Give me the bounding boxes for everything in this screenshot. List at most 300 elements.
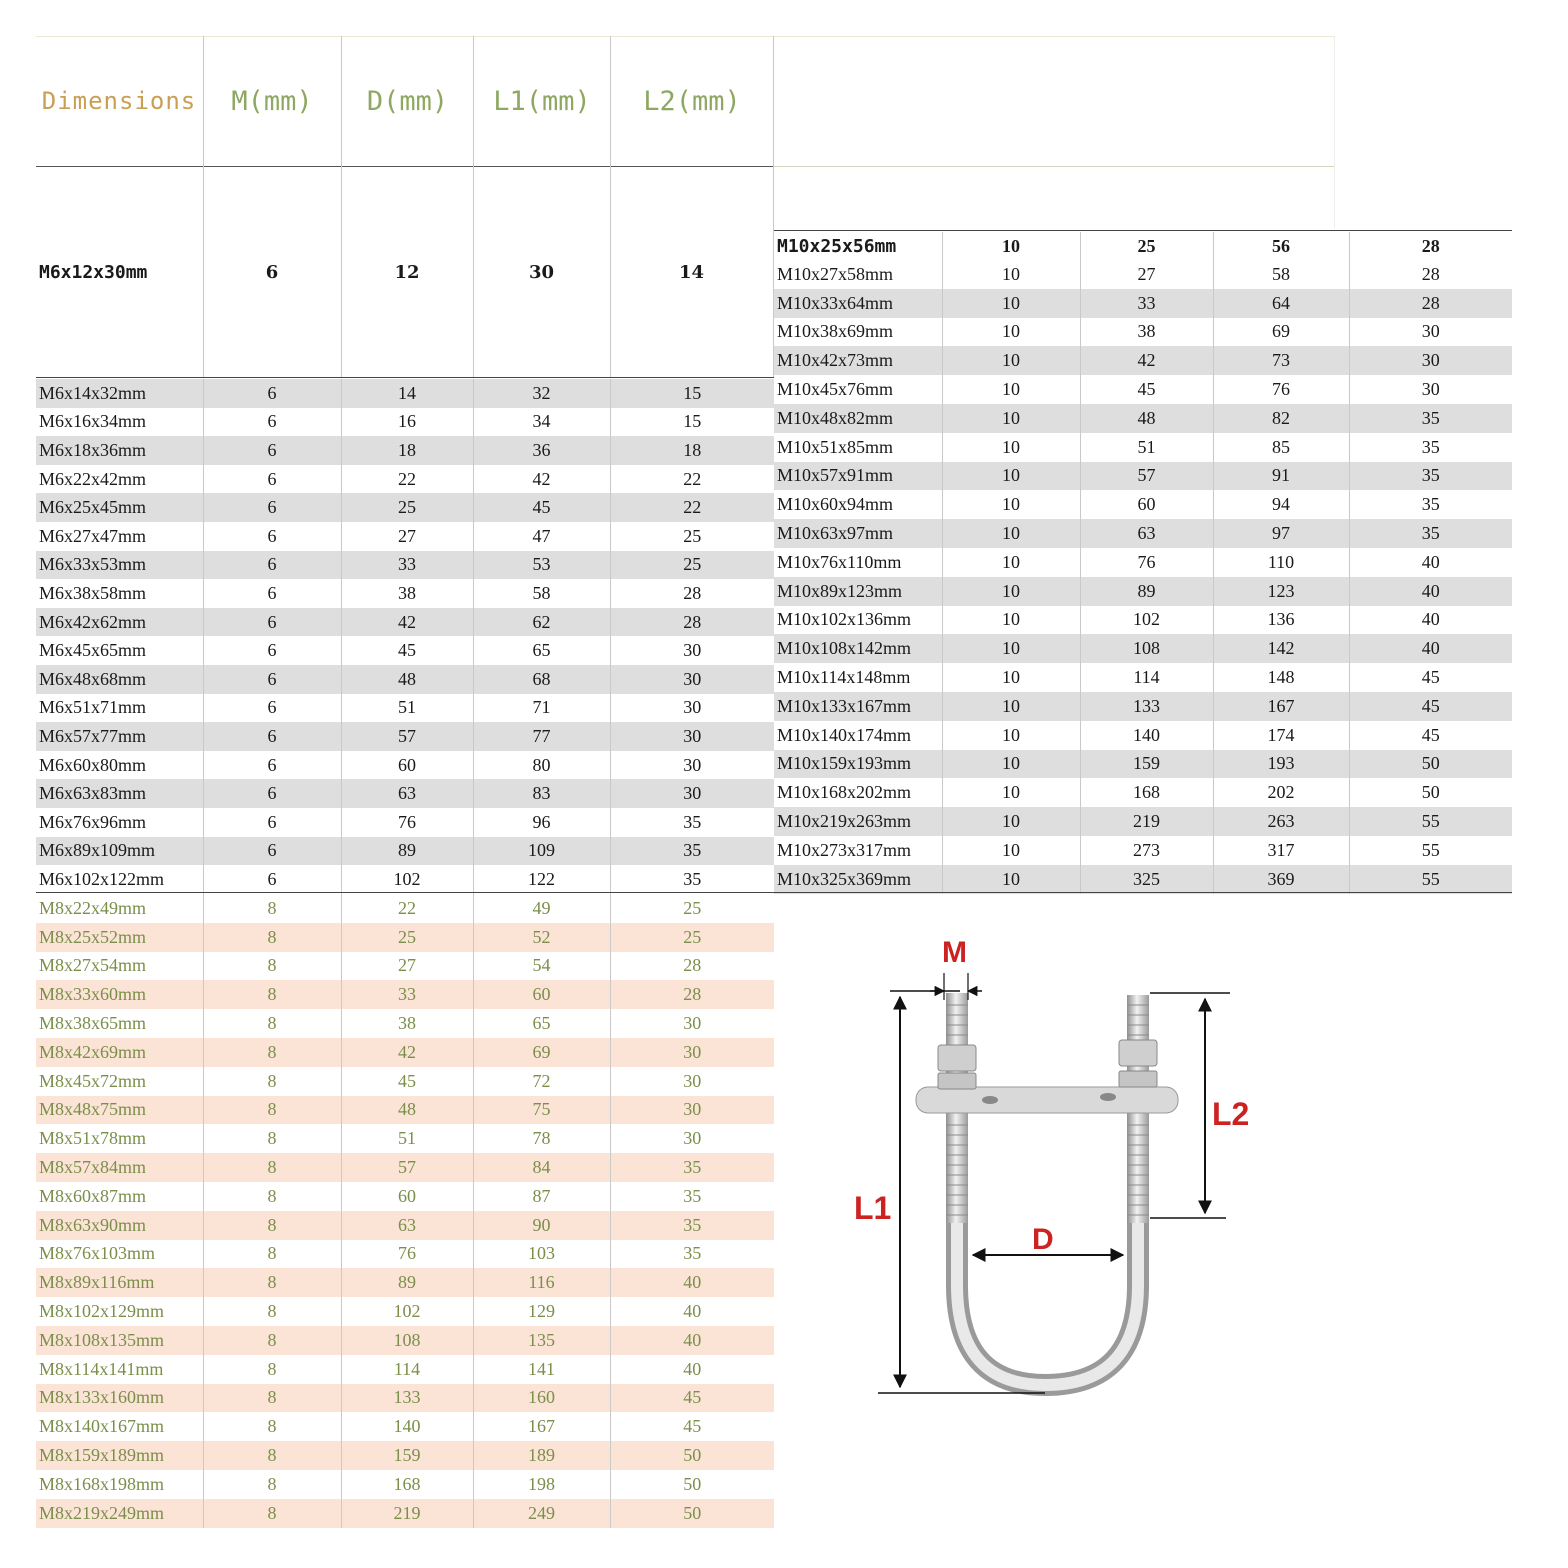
cell-m: 10	[942, 519, 1080, 548]
cell-l1: 110	[1213, 548, 1349, 577]
cell-l2: 35	[610, 1211, 774, 1240]
cell-name: M10x38x69mm	[774, 318, 942, 347]
cell-d: 76	[341, 808, 473, 837]
cell-name: M6x76x96mm	[36, 808, 203, 837]
cell-m: 10	[942, 548, 1080, 577]
col-sep	[203, 36, 204, 378]
cell-name: M8x89x116mm	[36, 1268, 203, 1297]
cell-l1: 189	[473, 1441, 610, 1470]
cell-d: 16	[341, 408, 473, 437]
cell-d: 27	[341, 952, 473, 981]
cell-d: 33	[341, 980, 473, 1009]
cell-d: 273	[1080, 836, 1213, 865]
cell-d: 133	[341, 1384, 473, 1413]
cell-m: 8	[203, 1211, 341, 1240]
cell-name: M6x38x58mm	[36, 579, 203, 608]
cell-name: M8x42x69mm	[36, 1038, 203, 1067]
cell-d: 33	[1080, 289, 1213, 318]
cell-m: 6	[203, 665, 341, 694]
header-right-rule	[774, 166, 1334, 167]
cell-d: 140	[1080, 721, 1213, 750]
cell-l2: 40	[1421, 551, 1440, 572]
m10-row	[774, 519, 1512, 548]
col-sep	[610, 36, 611, 378]
cell-name: M8x108x135mm	[36, 1326, 203, 1355]
cell-l2: 30	[1349, 346, 1512, 375]
cell-m: 10	[942, 318, 1080, 347]
cell-d: 27	[341, 522, 473, 551]
cell-d: 102	[341, 865, 473, 894]
m6-row	[36, 865, 774, 894]
cell-l2: 50	[610, 1441, 774, 1470]
cell-name: M6x60x80mm	[36, 751, 203, 780]
cell-l1: 249	[473, 1499, 610, 1528]
m10-row	[774, 548, 1512, 577]
cell-l1: 148	[1213, 663, 1349, 692]
left-top-nut	[938, 1045, 976, 1071]
cell-l2: 28	[1421, 263, 1440, 284]
cell-name: M8x48x75mm	[36, 1096, 203, 1125]
m8-row	[36, 952, 774, 981]
cell-d: 102	[1080, 606, 1213, 635]
cell-l2: 35	[1421, 436, 1440, 457]
cell-d: 63	[1080, 519, 1213, 548]
cell-l1: 62	[473, 608, 610, 637]
first-row-bottom-rule	[36, 377, 774, 378]
cell-name: M6x89x109mm	[36, 837, 203, 866]
m8-row	[36, 1297, 774, 1326]
m6-row	[36, 665, 774, 694]
m10-first-m: 10	[942, 232, 1080, 260]
cell-l2: 25	[610, 551, 774, 580]
cell-l1: 198	[473, 1470, 610, 1499]
m10-row	[774, 375, 1512, 404]
cell-m: 10	[942, 778, 1080, 807]
cell-m: 8	[203, 1384, 341, 1413]
cell-l1: 84	[473, 1153, 610, 1182]
cell-name: M10x42x73mm	[774, 346, 942, 375]
cell-d: 51	[1080, 433, 1213, 462]
cell-name: M6x45x65mm	[36, 636, 203, 665]
cell-m: 6	[203, 436, 341, 465]
cell-m: 8	[203, 980, 341, 1009]
cell-name: M6x57x77mm	[36, 722, 203, 751]
u-bolt-diagram	[850, 925, 1270, 1445]
cell-d: 168	[341, 1470, 473, 1499]
cell-m: 8	[203, 1499, 341, 1528]
cell-l2: 35	[683, 868, 702, 889]
cell-l1: 58	[473, 579, 610, 608]
m8-row	[36, 1153, 774, 1182]
cell-d: 45	[341, 1067, 473, 1096]
m8-row	[36, 980, 774, 1009]
cell-l2: 50	[1421, 782, 1440, 803]
cell-l2: 30	[610, 1096, 774, 1125]
cell-l2: 50	[683, 1473, 702, 1494]
m8-row	[36, 923, 774, 952]
diagram-label-l1: L1	[854, 1190, 892, 1226]
cell-l1: 122	[473, 865, 610, 894]
cell-l2: 40	[683, 1358, 702, 1379]
cell-l2: 40	[610, 1326, 774, 1355]
col-sep	[341, 36, 342, 378]
cell-m: 10	[942, 577, 1080, 606]
m10-first-d: 25	[1080, 232, 1213, 260]
cell-d: 63	[341, 1211, 473, 1240]
cell-m: 6	[203, 779, 341, 808]
cell-l1: 65	[473, 1009, 610, 1038]
cell-name: M10x76x110mm	[774, 548, 942, 577]
cell-l2: 30	[683, 754, 702, 775]
cell-name: M8x51x78mm	[36, 1124, 203, 1153]
cell-d: 48	[341, 1096, 473, 1125]
cell-l1: 52	[473, 923, 610, 952]
cell-name: M6x14x32mm	[36, 379, 203, 408]
cell-l1: 129	[473, 1297, 610, 1326]
cell-name: M10x325x369mm	[774, 865, 942, 894]
cell-l2: 45	[1421, 724, 1440, 745]
cell-name: M8x25x52mm	[36, 923, 203, 952]
cell-l1: 42	[473, 465, 610, 494]
m10-row	[774, 663, 1512, 692]
cell-name: M6x22x42mm	[36, 465, 203, 494]
first-row-d: 12	[394, 262, 420, 283]
cell-l1: 80	[473, 751, 610, 780]
cell-name: M6x63x83mm	[36, 779, 203, 808]
cell-name: M8x63x90mm	[36, 1211, 203, 1240]
m8-row	[36, 1499, 774, 1528]
cell-d: 219	[341, 1499, 473, 1528]
cell-l1: 103	[473, 1240, 610, 1269]
cell-l1: 167	[473, 1412, 610, 1441]
cell-m: 6	[203, 636, 341, 665]
m10-row	[774, 289, 1512, 318]
cell-m: 6	[203, 465, 341, 494]
cell-name: M8x168x198mm	[36, 1470, 203, 1499]
m10-table	[774, 260, 1512, 894]
cell-l2: 40	[1349, 577, 1512, 606]
m10-bottom-rule	[774, 892, 1512, 893]
m8-row	[36, 1096, 774, 1125]
m8-row	[36, 1355, 774, 1384]
cell-name: M8x60x87mm	[36, 1182, 203, 1211]
cell-l2: 35	[1349, 519, 1512, 548]
cell-name: M10x33x64mm	[774, 289, 942, 318]
cell-l1: 142	[1213, 634, 1349, 663]
cell-m: 6	[203, 493, 341, 522]
m10-row	[774, 260, 1512, 289]
cell-d: 42	[1080, 346, 1213, 375]
cell-l1: 71	[473, 694, 610, 723]
cell-name: M8x102x129mm	[36, 1297, 203, 1326]
cell-m: 8	[203, 1124, 341, 1153]
cell-d: 45	[341, 636, 473, 665]
m8-row	[36, 1009, 774, 1038]
m6-row	[36, 551, 774, 580]
m10-row	[774, 721, 1512, 750]
cell-name: M6x16x34mm	[36, 408, 203, 437]
cell-m: 8	[203, 1240, 341, 1269]
cell-l1: 167	[1213, 692, 1349, 721]
cell-name: M8x133x160mm	[36, 1384, 203, 1413]
cell-name: M6x33x53mm	[36, 551, 203, 580]
cell-l1: 72	[473, 1067, 610, 1096]
cell-name: M8x140x167mm	[36, 1412, 203, 1441]
cell-l2: 35	[1349, 404, 1512, 433]
cell-m: 10	[942, 404, 1080, 433]
cell-l1: 141	[473, 1355, 610, 1384]
first-row-l2: 14	[678, 262, 705, 283]
cell-name: M8x114x141mm	[36, 1355, 203, 1384]
cell-l1: 160	[473, 1384, 610, 1413]
cell-name: M10x273x317mm	[774, 836, 942, 865]
m6-row	[36, 379, 774, 408]
cell-name: M10x159x193mm	[774, 750, 942, 779]
cell-m: 6	[203, 751, 341, 780]
cell-name: M8x219x249mm	[36, 1499, 203, 1528]
cell-l1: 123	[1213, 577, 1349, 606]
cell-m: 10	[942, 807, 1080, 836]
cell-d: 140	[341, 1412, 473, 1441]
m10-row	[774, 750, 1512, 779]
cell-d: 38	[1080, 318, 1213, 347]
cell-l2: 28	[610, 980, 774, 1009]
m10-first-row	[774, 232, 1512, 260]
cell-name: M10x168x202mm	[774, 778, 942, 807]
cell-l2: 30	[610, 722, 774, 751]
m10-row	[774, 865, 1512, 894]
cell-l2: 35	[683, 1243, 702, 1264]
cell-l1: 87	[473, 1182, 610, 1211]
m6-row	[36, 694, 774, 723]
m10-row	[774, 346, 1512, 375]
cell-name: M8x27x54mm	[36, 952, 203, 981]
m8-row	[36, 1384, 774, 1413]
header-right-border	[1334, 36, 1335, 228]
cell-l1: 32	[473, 379, 610, 408]
cell-m: 10	[942, 750, 1080, 779]
cell-m: 6	[203, 865, 341, 894]
cell-d: 159	[1080, 750, 1213, 779]
cell-m: 8	[203, 952, 341, 981]
cell-d: 76	[341, 1240, 473, 1269]
m10-first-l2: 28	[1421, 235, 1440, 256]
cell-d: 114	[1080, 663, 1213, 692]
m10-row	[774, 404, 1512, 433]
cell-name: M6x42x62mm	[36, 608, 203, 637]
cell-d: 18	[341, 436, 473, 465]
cell-m: 8	[203, 1096, 341, 1125]
cell-name: M10x57x91mm	[774, 462, 942, 491]
cell-m: 8	[203, 1470, 341, 1499]
cell-l1: 49	[473, 894, 610, 923]
cell-name: M10x51x85mm	[774, 433, 942, 462]
cell-l1: 83	[473, 779, 610, 808]
cell-l1: 174	[1213, 721, 1349, 750]
cell-l2: 30	[1421, 379, 1440, 400]
m6-row	[36, 636, 774, 665]
cell-l1: 77	[473, 722, 610, 751]
m6-bottom-rule	[36, 892, 774, 893]
cell-name: M10x140x174mm	[774, 721, 942, 750]
cell-l2: 30	[610, 1038, 774, 1067]
header-l1: L1(mm)	[493, 85, 591, 117]
cell-m: 6	[203, 694, 341, 723]
cell-l1: 34	[473, 408, 610, 437]
cell-name: M10x45x76mm	[774, 375, 942, 404]
cell-l1: 317	[1213, 836, 1349, 865]
cell-name: M10x27x58mm	[774, 260, 942, 289]
m8-table	[36, 894, 774, 1528]
cell-l1: 90	[473, 1211, 610, 1240]
cell-l2: 40	[610, 1268, 774, 1297]
cell-l2: 50	[1349, 750, 1512, 779]
clamp-plate	[916, 1087, 1178, 1113]
cell-m: 8	[203, 1038, 341, 1067]
cell-name: M8x76x103mm	[36, 1240, 203, 1269]
cell-name: M8x22x49mm	[36, 894, 203, 923]
cell-name: M6x102x122mm	[36, 865, 203, 894]
cell-l2: 28	[1349, 289, 1512, 318]
cell-l2: 18	[610, 436, 774, 465]
cell-m: 6	[203, 551, 341, 580]
cell-l1: 65	[473, 636, 610, 665]
m6-row	[36, 493, 774, 522]
cell-d: 51	[341, 694, 473, 723]
cell-m: 8	[203, 1009, 341, 1038]
cell-l1: 94	[1213, 490, 1349, 519]
cell-l2: 45	[683, 1416, 702, 1437]
header-l2: L2(mm)	[643, 85, 741, 117]
cell-l1: 91	[1213, 462, 1349, 491]
m8-row	[36, 894, 774, 923]
cell-m: 10	[942, 260, 1080, 289]
m10-row	[774, 606, 1512, 635]
cell-l2: 28	[683, 955, 702, 976]
m8-row	[36, 1412, 774, 1441]
cell-m: 8	[203, 1268, 341, 1297]
cell-d: 22	[341, 894, 473, 923]
cell-d: 89	[341, 1268, 473, 1297]
cell-m: 6	[203, 808, 341, 837]
cell-l2: 30	[683, 697, 702, 718]
m8-row	[36, 1211, 774, 1240]
m8-row	[36, 1067, 774, 1096]
cell-l1: 64	[1213, 289, 1349, 318]
m6-row	[36, 751, 774, 780]
cell-d: 108	[341, 1326, 473, 1355]
m6-row	[36, 522, 774, 551]
cell-l2: 30	[610, 779, 774, 808]
cell-name: M6x25x45mm	[36, 493, 203, 522]
cell-l2: 35	[610, 837, 774, 866]
cell-l2: 45	[1421, 667, 1440, 688]
cell-l1: 36	[473, 436, 610, 465]
cell-m: 10	[942, 692, 1080, 721]
m6-row	[36, 722, 774, 751]
cell-m: 10	[942, 836, 1080, 865]
cell-l1: 78	[473, 1124, 610, 1153]
cell-l1: 47	[473, 522, 610, 551]
cell-d: 14	[341, 379, 473, 408]
m6-row	[36, 608, 774, 637]
cell-d: 102	[341, 1297, 473, 1326]
cell-name: M8x45x72mm	[36, 1067, 203, 1096]
cell-l2: 30	[683, 1128, 702, 1149]
m8-row	[36, 1326, 774, 1355]
cell-d: 38	[341, 579, 473, 608]
cell-name: M10x60x94mm	[774, 490, 942, 519]
cell-m: 8	[203, 923, 341, 952]
cell-l1: 135	[473, 1326, 610, 1355]
cell-l2: 22	[610, 493, 774, 522]
m10-first-name: M10x25x56mm	[774, 232, 942, 260]
cell-l2: 30	[683, 1013, 702, 1034]
cell-m: 6	[203, 722, 341, 751]
cell-d: 25	[341, 493, 473, 522]
cell-d: 57	[1080, 462, 1213, 491]
cell-l1: 69	[1213, 318, 1349, 347]
m10-row	[774, 577, 1512, 606]
cell-d: 45	[1080, 375, 1213, 404]
cell-m: 6	[203, 837, 341, 866]
cell-l1: 60	[473, 980, 610, 1009]
m10-row	[774, 462, 1512, 491]
m6-table	[36, 379, 774, 894]
cell-l2: 22	[683, 468, 702, 489]
cell-name: M6x18x36mm	[36, 436, 203, 465]
cell-l2: 28	[683, 582, 702, 603]
cell-name: M6x48x68mm	[36, 665, 203, 694]
cell-d: 27	[1080, 260, 1213, 289]
cell-name: M8x159x189mm	[36, 1441, 203, 1470]
cell-m: 10	[942, 375, 1080, 404]
m8-row	[36, 1124, 774, 1153]
cell-d: 76	[1080, 548, 1213, 577]
cell-name: M6x27x47mm	[36, 522, 203, 551]
cell-l1: 116	[473, 1268, 610, 1297]
cell-d: 48	[1080, 404, 1213, 433]
cell-name: M8x57x84mm	[36, 1153, 203, 1182]
cell-m: 6	[203, 608, 341, 637]
m10-row	[774, 836, 1512, 865]
m6-row	[36, 837, 774, 866]
cell-l1: 97	[1213, 519, 1349, 548]
right-top-nut	[1119, 1040, 1157, 1066]
header-bottom-rule	[36, 166, 774, 167]
m10-first-l1: 56	[1213, 232, 1349, 260]
cell-d: 42	[341, 1038, 473, 1067]
cell-d: 114	[341, 1355, 473, 1384]
cell-name: M10x114x148mm	[774, 663, 942, 692]
cell-l1: 369	[1213, 865, 1349, 894]
m8-row	[36, 1470, 774, 1499]
cell-l2: 35	[1349, 462, 1512, 491]
cell-d: 57	[341, 722, 473, 751]
cell-m: 8	[203, 1182, 341, 1211]
cell-l2: 35	[683, 811, 702, 832]
cell-name: M10x133x167mm	[774, 692, 942, 721]
cell-l2: 55	[1349, 807, 1512, 836]
cell-l2: 50	[610, 1499, 774, 1528]
cell-l2: 35	[1421, 494, 1440, 515]
m8-row	[36, 1240, 774, 1269]
cell-m: 6	[203, 579, 341, 608]
cell-l1: 82	[1213, 404, 1349, 433]
cell-l2: 40	[683, 1301, 702, 1322]
cell-m: 6	[203, 522, 341, 551]
m10-row	[774, 318, 1512, 347]
